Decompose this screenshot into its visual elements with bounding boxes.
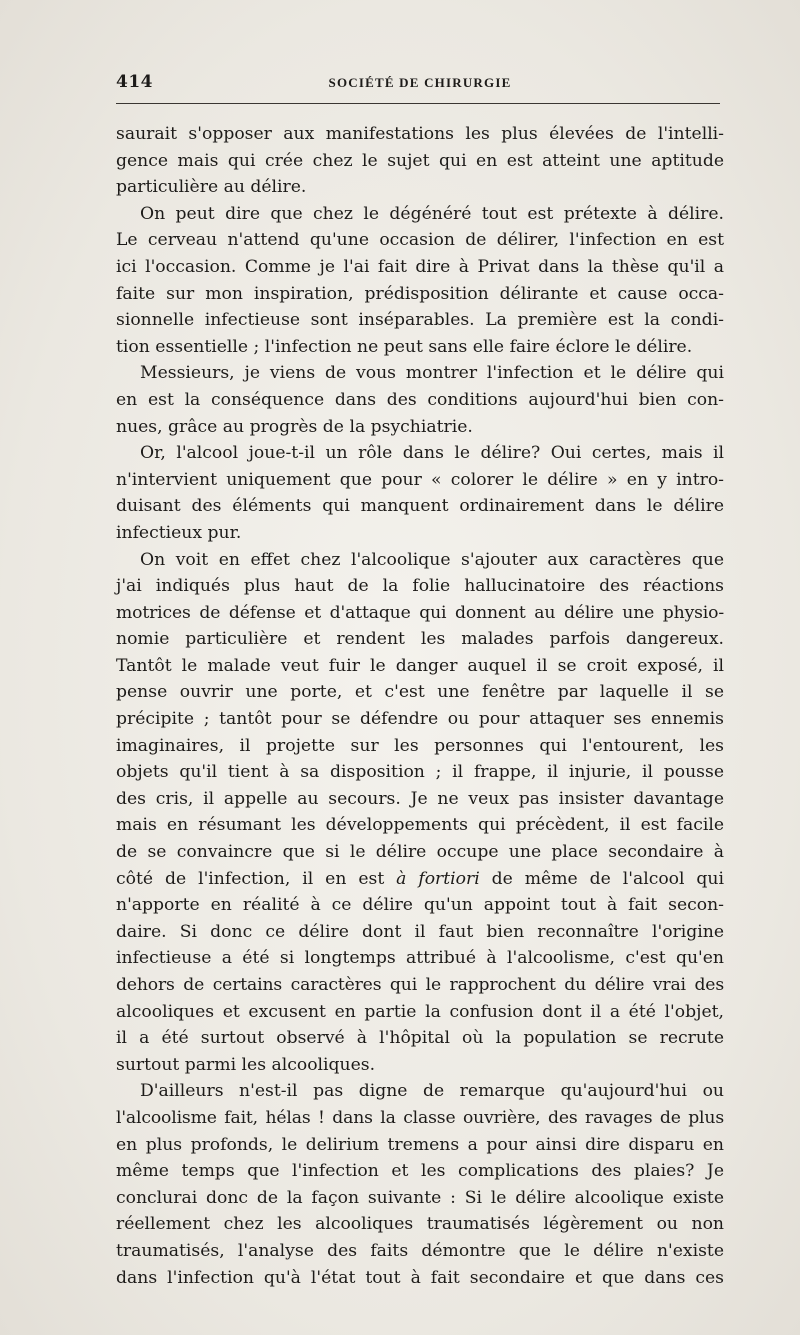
text-line: Or, l'alcool joue-t-il un rôle dans le délire? Oui certes, mais il <box>140 443 724 464</box>
text-line: en est la conséquence dans des conditions aujourd'hui bien con- <box>116 389 724 410</box>
text-line: motrices de défense et d'attaque qui donnent au délire une physio- <box>116 602 724 623</box>
running-title: SOCIÉTÉ DE CHIRURGIE <box>328 75 512 90</box>
text-line: conclurai donc de la façon suivante : Si le délire alcoolique existe <box>116 1187 724 1208</box>
text-line: dans l'infection qu'à l'état tout à fait secondaire et que dans ces <box>116 1267 724 1288</box>
text-line: objets qu'il tient à sa disposition ; il frappe, il injurie, il pousse <box>116 762 724 783</box>
text-line: nomie particulière et rendent les malades parfois dangereux. <box>116 629 724 650</box>
text-line: Messieurs, je viens de vous montrer l'infection et le délire qui <box>140 363 724 384</box>
text-line: gence mais qui crée chez le sujet qui en est atteint une aptitude <box>116 150 724 171</box>
text-line: Le cerveau n'attend qu'une occasion de délirer, l'infection en est <box>116 230 724 251</box>
text-line: infectieuse a été si longtemps attribué à l'alcoolisme, c'est qu'en <box>116 948 724 969</box>
text-line: On voit en effet chez l'alcoolique s'ajouter aux caractères que <box>140 549 724 570</box>
text-line: alcooliques et excusent en partie la confusion dont il a été l'objet, <box>116 1001 724 1022</box>
text-line: en plus profonds, le delirium tremens a pour ainsi dire disparu en <box>116 1134 724 1155</box>
text-line: de se convaincre que si le délire occupe une place secondaire à <box>116 842 724 863</box>
text-line: infectieux pur. <box>116 522 242 543</box>
text-line: même temps que l'infection et les complications des plaies? Je <box>116 1161 724 1182</box>
text-line: faite sur mon inspiration, prédisposition délirante et cause occa- <box>116 283 724 304</box>
text-line: n'intervient uniquement que pour « colorer le délire » en y intro- <box>116 469 724 490</box>
text-line: n'apporte en réalité à ce délire qu'un appoint tout à fait secon- <box>116 895 724 916</box>
text-line: précipite ; tantôt pour se défendre ou pour attaquer ses ennemis <box>116 709 724 730</box>
text-segment: de même de l'alcool qui <box>479 868 725 889</box>
text-line: j'ai indiqués plus haut de la folie hallucinatoire des réactions <box>116 576 724 597</box>
text-line: saurait s'opposer aux manifestations les plus élevées de l'intelli- <box>116 124 724 144</box>
text-line: mais en résumant les développements qui précèdent, il est facile <box>116 815 724 836</box>
text-line: surtout parmi les alcooliques. <box>116 1054 376 1075</box>
header-rule <box>116 103 720 104</box>
text-line: particulière au délire. <box>116 177 307 198</box>
text-line: On peut dire que chez le dégénéré tout est prétexte à délire. <box>140 203 724 224</box>
page-number: 414 <box>116 72 153 92</box>
text-segment: côté de l'infection, il en est <box>116 868 397 889</box>
text-line: dehors de certains caractères qui le rapprochent du délire vrai des <box>116 975 724 995</box>
text-line: D'ailleurs n'est-il pas digne de remarque qu'aujourd'hui ou <box>140 1081 724 1102</box>
text-line: sionnelle infectieuse sont inséparables. La première est la condi- <box>116 310 724 331</box>
text-line: tion essentielle ; l'infection ne peut sans elle faire éclore le délire. <box>116 336 693 357</box>
text-line: nues, grâce au progrès de la psychiatrie. <box>116 416 473 437</box>
text-line: réellement chez les alcooliques traumatisés légèrement ou non <box>116 1214 724 1235</box>
text-line: Tantôt le malade veut fuir le danger auquel il se croit exposé, il <box>116 655 724 676</box>
text-line: imaginaires, il projette sur les personnes qui l'entourent, les <box>116 735 724 756</box>
text-line: duisant des éléments qui manquent ordinairement dans le délire <box>116 496 724 517</box>
text-line: ici l'occasion. Comme je l'ai fait dire à Privat dans la thèse qu'il a <box>116 256 724 277</box>
body-text <box>116 121 724 1291</box>
italic-phrase: à fortiori <box>396 868 480 889</box>
text-line: il a été surtout observé à l'hôpital où la population se recrute <box>116 1028 724 1049</box>
text-line: traumatisés, l'analyse des faits démontre que le délire n'existe <box>116 1240 724 1261</box>
text-line: des cris, il appelle au secours. Je ne veux pas insister davantage <box>116 788 724 809</box>
text-line: l'alcoolisme fait, hélas ! dans la classe ouvrière, des ravages de plus <box>116 1107 724 1128</box>
text-line: pense ouvrir une porte, et c'est une fenêtre par laquelle il se <box>116 682 724 703</box>
text-line: daire. Si donc ce délire dont il faut bien reconnaître l'origine <box>116 921 724 942</box>
page-header <box>116 72 724 96</box>
text-line-with-italic <box>116 866 724 893</box>
